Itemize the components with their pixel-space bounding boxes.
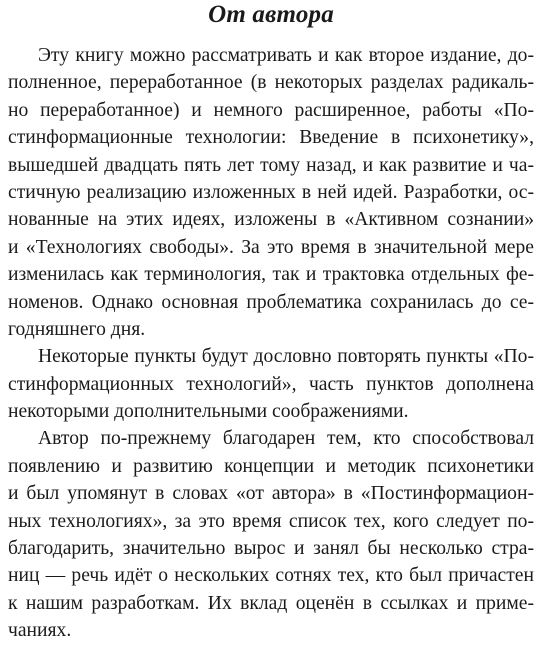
text-line: но переработанное) и немного расширенное, работы «По- <box>8 99 534 121</box>
paragraph <box>8 343 534 425</box>
text-line: ных технологиях», за это время список тех, кого следует по- <box>8 510 534 532</box>
text-line: полненное, переработанное (в некоторых разделах радикаль- <box>8 72 534 94</box>
text-line: некоторыми дополнительными соображениями. <box>8 401 409 423</box>
text-line: Некоторые пункты будут дословно повторять пункты «По- <box>38 346 534 368</box>
text-line: к нашим разработкам. Их вклад оценён в ссылках и приме- <box>8 592 534 614</box>
text-line: Эту книгу можно рассматривать и как второе издание, до- <box>38 45 534 66</box>
text-line: ниц — речь идёт о нескольких сотнях тех, кто был причастен <box>8 565 534 587</box>
text-line: Автор по-прежнему благодарен тем, кто способствовал <box>38 428 534 450</box>
text-line: и «Технологиях свободы». За это время в значительной мере <box>8 236 534 258</box>
text-line: стинформационных технологий», часть пунктов дополнена <box>8 373 534 395</box>
text-line: номенов. Однако основная проблематика сохранилась до се- <box>8 291 534 313</box>
text-line: чаниях. <box>8 620 72 642</box>
text-line: благодарить, значительно вырос и занял бы несколько стра- <box>8 538 534 560</box>
text-line: и был упомянут в словах «от автора» в «Постинформацион- <box>8 483 534 505</box>
text-line: появлению и развитию концепции и методик психонетики <box>8 455 534 477</box>
text-line: стичную реализацию изложенных в ней идей. Разработки, ос- <box>8 181 534 203</box>
page-title: От автора <box>208 1 334 28</box>
text-line: вышедшей двадцать пять лет тому назад, и как развитие и ча- <box>8 154 534 176</box>
paragraph <box>8 42 534 343</box>
text-line: нованные на этих идеях, изложены в «Активном сознании» <box>8 209 534 231</box>
paragraph <box>8 425 534 644</box>
text-line: изменилась как терминология, так и трактовка отдельных фе- <box>8 264 534 286</box>
document-body <box>8 42 534 645</box>
text-line: стинформационные технологии: Введение в психонетику», <box>8 127 534 149</box>
text-line: годняшнего дня. <box>8 318 146 340</box>
